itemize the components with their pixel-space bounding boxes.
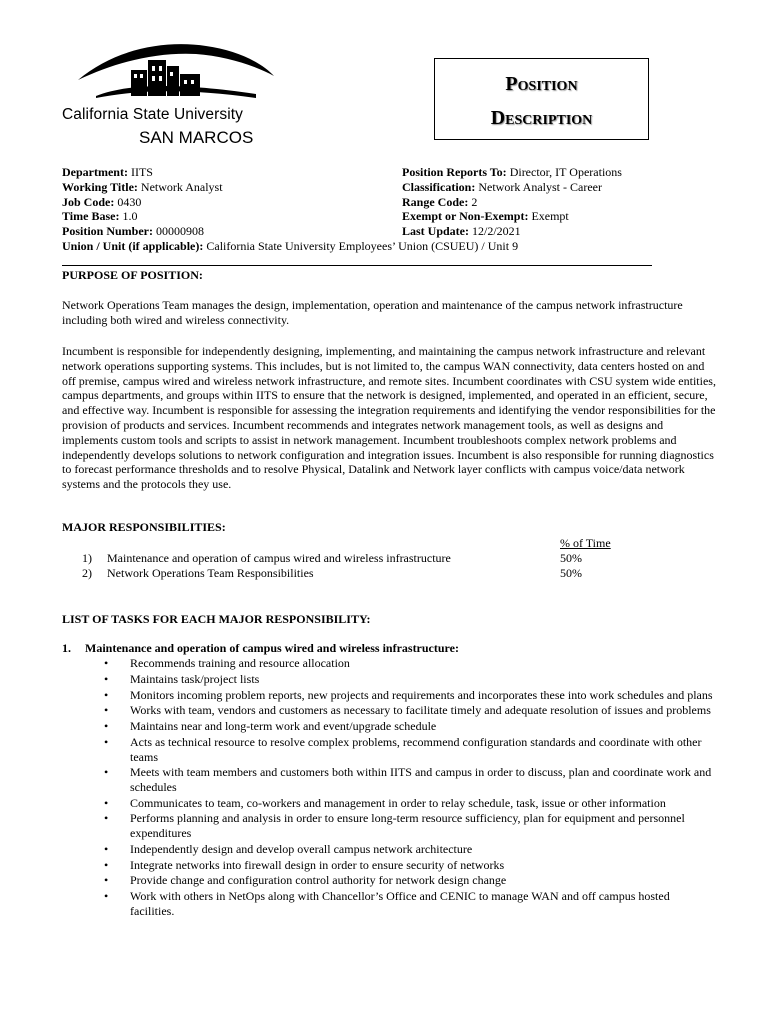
major-responsibilities-heading: MAJOR RESPONSIBILITIES: xyxy=(62,520,226,534)
task-item: • Works with team, vendors and customers as necessary to facilitate timely and adequate resolution of issues and problems xyxy=(104,703,716,718)
task-item: • Recommends training and resource allocation xyxy=(104,656,716,671)
meta-exempt: Exempt or Non-Exempt: Exempt xyxy=(402,209,569,224)
percent-time-header: % of Time xyxy=(560,536,611,550)
university-logo xyxy=(62,40,282,152)
task-item: • Maintains near and long-term work and event/upgrade schedule xyxy=(104,719,716,734)
meta-position-number: Position Number: 00000908 xyxy=(62,224,204,239)
task-item: • Performs planning and analysis in order to ensure long-term resource sufficiency, plan for equipment and personnel expenditures xyxy=(104,811,716,840)
task-section-title: 1. Maintenance and operation of campus wired and wireless infrastructure: xyxy=(62,641,459,655)
logo-campus-name: SAN MARCOS xyxy=(139,128,254,147)
task-item: • Monitors incoming problem reports, new projects and requirements and incorporates these into work schedules and plans xyxy=(104,688,716,703)
meta-range-code: Range Code: 2 xyxy=(402,194,478,209)
task-list xyxy=(104,656,716,920)
task-item: • Meets with team members and customers both within IITS and campus in order to discuss, plan and coordinate work and schedules xyxy=(104,765,716,794)
responsibilities-table xyxy=(82,536,630,581)
tasks-heading: LIST OF TASKS FOR EACH MAJOR RESPONSIBILITY: xyxy=(62,612,371,626)
task-item: • Communicates to team, co-workers and management in order to relay schedule, task, issue or other information xyxy=(104,796,716,811)
meta-union: Union / Unit (if applicable): California State University Employees’ Union (CSUEU) / Unit 9 xyxy=(62,239,519,253)
purpose-heading: PURPOSE OF POSITION: xyxy=(62,268,203,282)
responsibility-row: 1) Maintenance and operation of campus wired and wireless infrastructure 50% xyxy=(82,551,582,565)
campus-skyline-icon xyxy=(76,40,276,102)
task-item: • Provide change and configuration control authority for network design change xyxy=(104,873,716,888)
meta-right-column xyxy=(402,165,622,239)
logo-university-name: California State University xyxy=(62,106,244,123)
task-item: • Work with others in NetOps along with Chancellor’s Office and CENIC to manage WAN and off campus hosted facilities. xyxy=(104,889,716,918)
purpose-paragraph-1: Network Operations Team manages the design, implementation, operation and maintenance of the campus network infrastructure including both wired and wireless connectivity. xyxy=(62,298,683,327)
task-item: • Acts as technical resource to resolve complex problems, recommend configuration standards and coordinate with other teams xyxy=(104,735,716,764)
position-description-title xyxy=(434,58,649,140)
meta-time-base: Time Base: 1.0 xyxy=(62,209,138,224)
responsibility-row: 2) Network Operations Team Responsibilities 50% xyxy=(82,566,582,580)
title-line-1: Position xyxy=(505,73,578,95)
section-divider xyxy=(62,265,652,266)
task-item: • Integrate networks into firewall design in order to ensure security of networks xyxy=(104,858,716,873)
purpose-paragraph-2: Incumbent is responsible for independently designing, implementing, and maintaining the campus network infrastructure and relevant network operations supporting systems. This includes, but is not limited to, the campus WAN connectivity, data centers hosted on and off premise, campus wired and wireless network infrastructure, and remote sites. Incumbent coordinates with CSU system wide entities, campus departments, and groups within IITS to ensure that the network is designed, implemented, and operated in an efficient, secure, and effective way. Incumbent is responsible for assessing the integration requirements and identifying the vendor responsibilities for the provision of products and services. Incumbent recommends and integrates network management tools, as well as designs and implements custom tools and scripts to assist in network management. Incumbent troubleshoots complex network problems and independently develops solutions to network configuration and integration issues. Incumbent is also responsible for running diagnostics to forecast performance thresholds and to resolve Physical, Datalink and Network layer conflicts with campus voice/data network systems and the protocols they use. xyxy=(62,344,716,492)
meta-working-title: Working Title: Network Analyst xyxy=(62,179,223,194)
meta-left-column xyxy=(62,165,223,239)
meta-job-code: Job Code: 0430 xyxy=(62,194,142,209)
meta-classification: Classification: Network Analyst - Career xyxy=(402,179,602,194)
task-item: • Independently design and develop overall campus network architecture xyxy=(104,842,716,857)
responsibilities-header-row xyxy=(82,536,630,551)
meta-department: Department: IITS xyxy=(62,165,153,179)
meta-last-update: Last Update: 12/2/2021 xyxy=(402,224,521,239)
title-line-2: Description xyxy=(490,107,593,129)
task-item: • Maintains task/project lists xyxy=(104,672,716,687)
meta-reports-to: Position Reports To: Director, IT Operations xyxy=(402,165,622,179)
